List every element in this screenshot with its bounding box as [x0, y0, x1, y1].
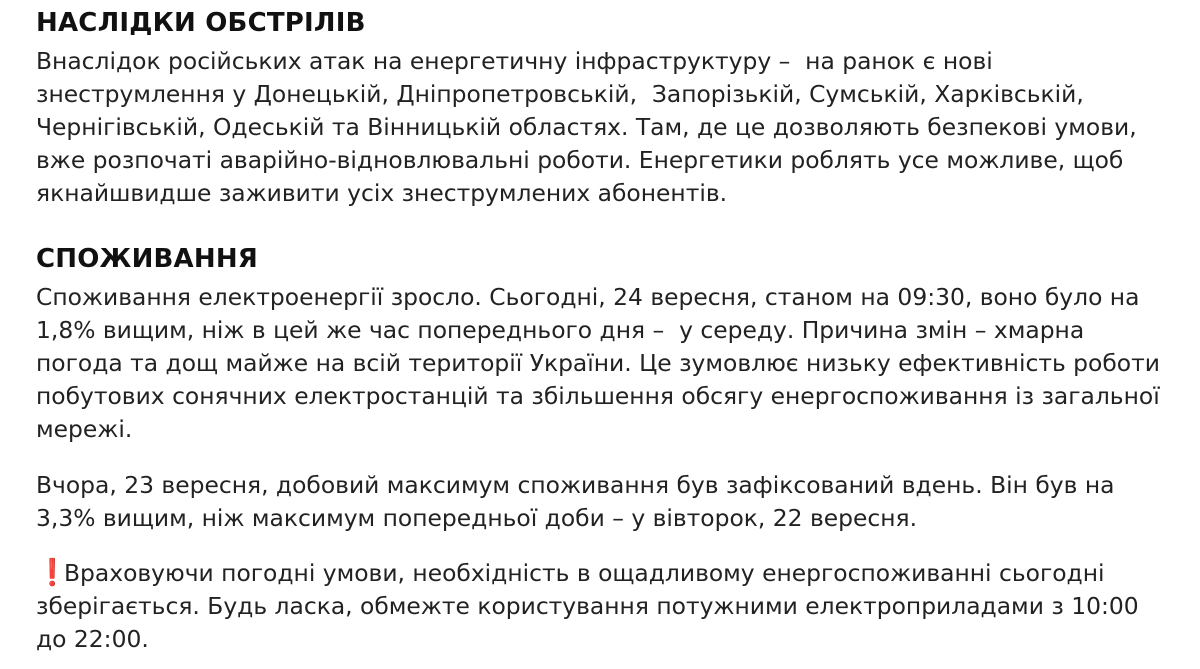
consumption-paragraph-yesterday [36, 469, 1176, 535]
text-line: Внаслідок російських атак на енергетичну інфраструктуру – на ранок є нові [36, 47, 993, 75]
text-line: до 22:00. [36, 625, 149, 653]
text-line [36, 557, 1176, 590]
text-line: мережі. [36, 415, 133, 443]
notice-text: Враховуючи погодні умови, необхідність в ощадливому енергоспоживанні сьогодні [64, 559, 1105, 587]
text-line: погода та дощ майже на всій території України. Це зумовлює низьку ефективність роботи [36, 349, 1160, 377]
text-line: Споживання електроенергії зросло. Сьогодні, 24 вересня, станом на 09:30, воно було на [36, 283, 1140, 311]
text-line: Чернігівській, Одеській та Вінницькій областях. Там, де це дозволяють безпекові умови, [36, 113, 1137, 141]
saving-notice [36, 557, 1176, 656]
text-line: зберігається. Будь ласка, обмежте користування потужними електроприладами з 10:00 [36, 592, 1139, 620]
text-line: якнайшвидше заживити усіх знеструмлених абонентів. [36, 179, 728, 207]
exclamation-icon: ❗ [36, 558, 69, 588]
text-line: побутових сонячних електростанцій та збільшення обсягу енергоспоживання із загальної [36, 382, 1160, 410]
text-line: вже розпочаті аварійно-відновлювальні роботи. Енергетики роблять усе можливе, щоб [36, 146, 1124, 174]
text-line: Вчора, 23 вересня, добовий максимум споживання був зафіксований вдень. Він був на [36, 471, 1115, 499]
section-title-consumption: СПОЖИВАННЯ [36, 244, 259, 274]
text-line: 3,3% вищим, ніж максимум попередньої доби – у вівторок, 22 вересня. [36, 504, 918, 532]
consumption-paragraph-today [36, 281, 1176, 446]
text-line: знеструмлення у Донецькій, Дніпропетровській, Запорізькій, Сумській, Харківській, [36, 80, 1084, 108]
section-title-shelling-consequences: НАСЛІДКИ ОБСТРІЛІВ [36, 8, 366, 38]
shelling-consequences-paragraph [36, 45, 1176, 210]
text-line: 1,8% вищим, ніж в цей же час попереднього дня – у середу. Причина змін – хмарна [36, 316, 1085, 344]
